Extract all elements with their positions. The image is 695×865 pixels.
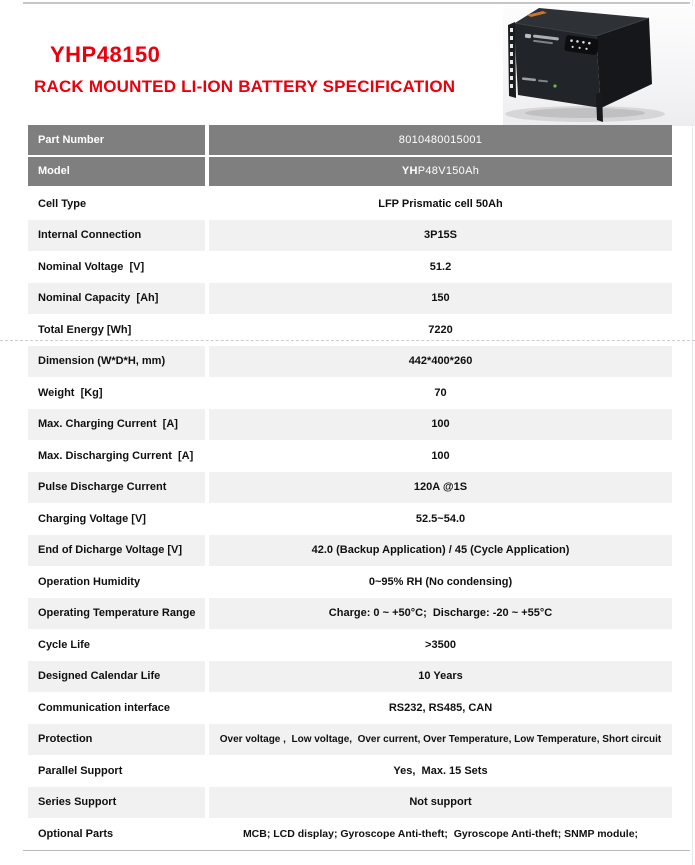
spec-label: Part Number: [38, 133, 105, 146]
spec-value: 8010480015001: [398, 133, 483, 146]
spec-value: MCB; LCD display; Gyroscope Anti-theft; Gyroscope Anti-theft; SNMP module;: [242, 827, 639, 840]
spec-value: 120A @1S: [413, 481, 468, 494]
battery-illustration: [503, 6, 695, 126]
spec-rows: [28, 188, 672, 850]
spec-value: 150: [431, 292, 450, 305]
spec-value: 0~95% RH (No condensing): [368, 575, 513, 588]
table-row: [28, 724, 672, 756]
table-row: [28, 440, 672, 472]
spec-label: Charging Voltage [V]: [38, 512, 146, 525]
spec-value: 7220: [428, 323, 453, 336]
table-row: [28, 692, 672, 724]
spec-label: Max. Discharging Current [A]: [38, 449, 194, 462]
model-rest: P48V150Ah: [417, 165, 480, 178]
table-row: [28, 283, 672, 315]
spec-value: >3500: [425, 638, 456, 651]
spec-value: RS232, RS485, CAN: [388, 701, 493, 714]
spec-value: Not support: [409, 796, 472, 809]
table-row-part-number: [28, 125, 672, 157]
spec-value: 442*400*260: [408, 355, 473, 368]
spec-label: Dimension (W*D*H, mm): [38, 355, 166, 368]
spec-label: Cycle Life: [38, 638, 90, 651]
spec-value: 52.5~54.0: [415, 512, 466, 525]
spec-label: Model: [38, 165, 70, 178]
table-row: [28, 787, 672, 819]
spec-value: 100: [431, 449, 450, 462]
page-title: YHP48150: [50, 42, 161, 67]
spec-value: LFP Prismatic cell 50Ah: [378, 197, 503, 210]
spec-label: Operating Temperature Range: [38, 607, 196, 620]
top-border-rule: [23, 2, 690, 4]
rack-ear-right: [596, 92, 603, 122]
spec-label: Nominal Voltage [V]: [38, 260, 145, 273]
spec-label: Communication interface: [38, 701, 171, 714]
spec-value: 10 Years: [418, 670, 463, 683]
table-row: [28, 598, 672, 630]
spec-value: Over voltage , Low voltage, Over current, Over Temperature, Low Temperature, Short circuit: [219, 733, 662, 745]
spec-label: Optional Parts: [38, 827, 114, 840]
page-right-edge: [692, 0, 693, 865]
table-row: [28, 629, 672, 661]
table-row: [28, 503, 672, 535]
spec-value: 51.2: [429, 260, 452, 273]
table-row: [28, 535, 672, 567]
table-row: [28, 377, 672, 409]
spec-label: Weight [Kg]: [38, 386, 103, 399]
spec-label: Protection: [38, 733, 93, 746]
model-prefix: YH: [401, 165, 418, 178]
bottom-border-rule: [23, 850, 690, 851]
spec-value: 70: [434, 386, 447, 399]
spec-label: Designed Calendar Life: [38, 670, 161, 683]
spec-value: [209, 157, 672, 187]
spec-label: Operation Humidity: [38, 575, 141, 588]
table-row: [28, 818, 672, 850]
table-row: [28, 755, 672, 787]
table-row: [28, 188, 672, 220]
table-row: [28, 220, 672, 252]
table-row: [28, 409, 672, 441]
status-led: [553, 84, 556, 87]
spec-label: Internal Connection: [38, 229, 142, 242]
spec-value: Charge: 0 ~ +50°C; Discharge: -20 ~ +55°C: [328, 607, 553, 620]
spec-value: 3P15S: [423, 229, 458, 242]
spec-label: End of Dicharge Voltage [V]: [38, 544, 183, 557]
spec-label: Max. Charging Current [A]: [38, 418, 178, 431]
spec-label: Series Support: [38, 796, 117, 809]
battery-product-image: [503, 6, 695, 126]
spec-label: Nominal Capacity [Ah]: [38, 292, 159, 305]
page-break-dashed-line: [0, 340, 695, 341]
table-row-model: [28, 157, 672, 189]
page-subtitle: RACK MOUNTED LI-ION BATTERY SPECIFICATION: [34, 77, 456, 96]
spec-value: 100: [431, 418, 450, 431]
spec-value: Yes, Max. 15 Sets: [393, 764, 488, 777]
spec-label: Parallel Support: [38, 764, 123, 777]
table-row: [28, 472, 672, 504]
spec-value: 42.0 (Backup Application) / 45 (Cycle Application): [311, 544, 570, 557]
table-row: [28, 251, 672, 283]
table-row: [28, 346, 672, 378]
specification-table: [28, 125, 672, 850]
table-row: [28, 566, 672, 598]
spec-label: Total Energy [Wh]: [38, 323, 132, 336]
table-row: [28, 661, 672, 693]
spec-label: Cell Type: [38, 197, 87, 210]
spec-label: Pulse Discharge Current: [38, 481, 167, 494]
